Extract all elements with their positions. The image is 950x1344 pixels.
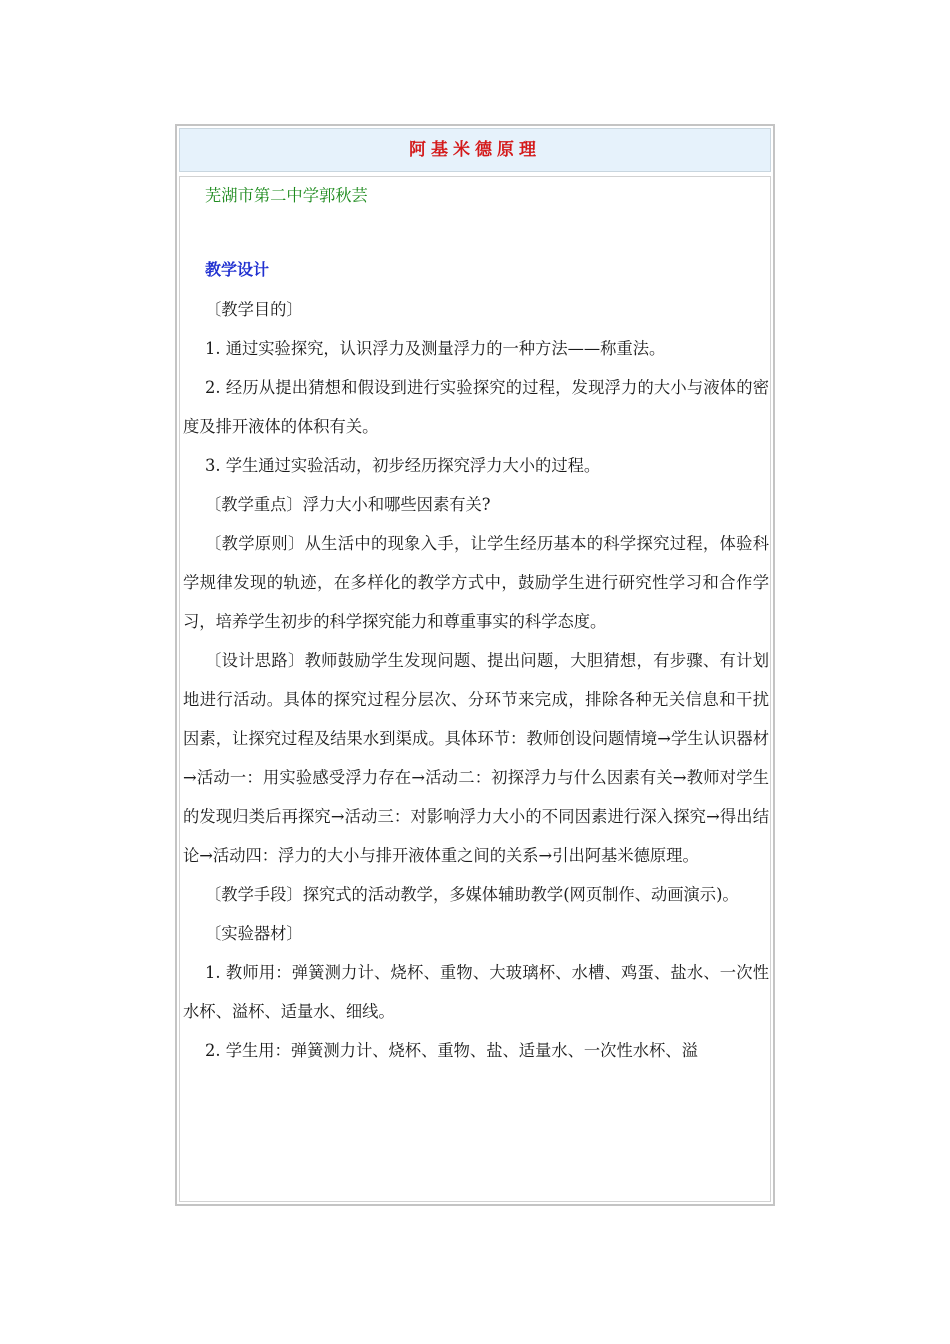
paragraph-equipment-student: 2. 学生用：弹簧测力计、烧杯、重物、盐、适量水、一次性水杯、溢 bbox=[205, 1041, 698, 1060]
paragraph-objective-3: 3. 学生通过实验活动，初步经历探究浮力大小的过程。 bbox=[205, 456, 601, 475]
paragraph-equipment-teacher: 1. 教师用：弹簧测力计、烧杯、重物、大玻璃杯、水槽、鸡蛋、盐水、一次性水杯、溢杯、适量水、细线。 bbox=[183, 963, 769, 1021]
paragraph-objective-1: 1. 通过实验探究，认识浮力及测量浮力的一种方法——称重法。 bbox=[205, 339, 666, 358]
article-content bbox=[183, 176, 769, 1070]
paragraph-design-approach: 〔设计思路〕教师鼓励学生发现问题、提出问题，大胆猜想，有步骤、有计划地进行活动。具体的探究过程分层次、分环节来完成，排除各种无关信息和干扰因素，让探究过程及结果水到渠成。具体环节：教师创设问题情境→学生认识器材→活动一：用实验感受浮力存在→活动二：初探浮力与什么因素有关→教师对学生的发现归类后再探究→活动三：对影响浮力大小的不同因素进行深入探究→得出结论→活动四：浮力的大小与排开液体重之间的关系→引出阿基米德原理。 bbox=[183, 651, 769, 865]
author-line: 芜湖市第二中学郭秋芸 bbox=[205, 186, 368, 205]
paragraph-key-points: 〔教学重点〕浮力大小和哪些因素有关? bbox=[205, 495, 491, 514]
paragraph-objective-2: 2. 经历从提出猜想和假设到进行实验探究的过程，发现浮力的大小与液体的密度及排开液体的体积有关。 bbox=[183, 378, 769, 436]
section-heading: 教学设计 bbox=[205, 260, 270, 279]
paragraph-teaching-means: 〔教学手段〕探究式的活动教学，多媒体辅助教学(网页制作、动画演示)。 bbox=[205, 885, 739, 904]
article-frame bbox=[175, 124, 775, 1206]
paragraph-objectives-heading: 〔教学目的〕 bbox=[205, 300, 303, 319]
paragraph-principles: 〔教学原则〕从生活中的现象入手，让学生经历基本的科学探究过程，体验科学规律发现的轨迹，在多样化的教学方式中，鼓励学生进行研究性学习和合作学习，培养学生初步的科学探究能力和尊重事实的科学态度。 bbox=[183, 534, 769, 631]
article-title: 阿基米德原理 bbox=[409, 140, 541, 160]
paragraph-equipment-heading: 〔实验器材〕 bbox=[205, 924, 303, 943]
title-band bbox=[179, 128, 771, 172]
